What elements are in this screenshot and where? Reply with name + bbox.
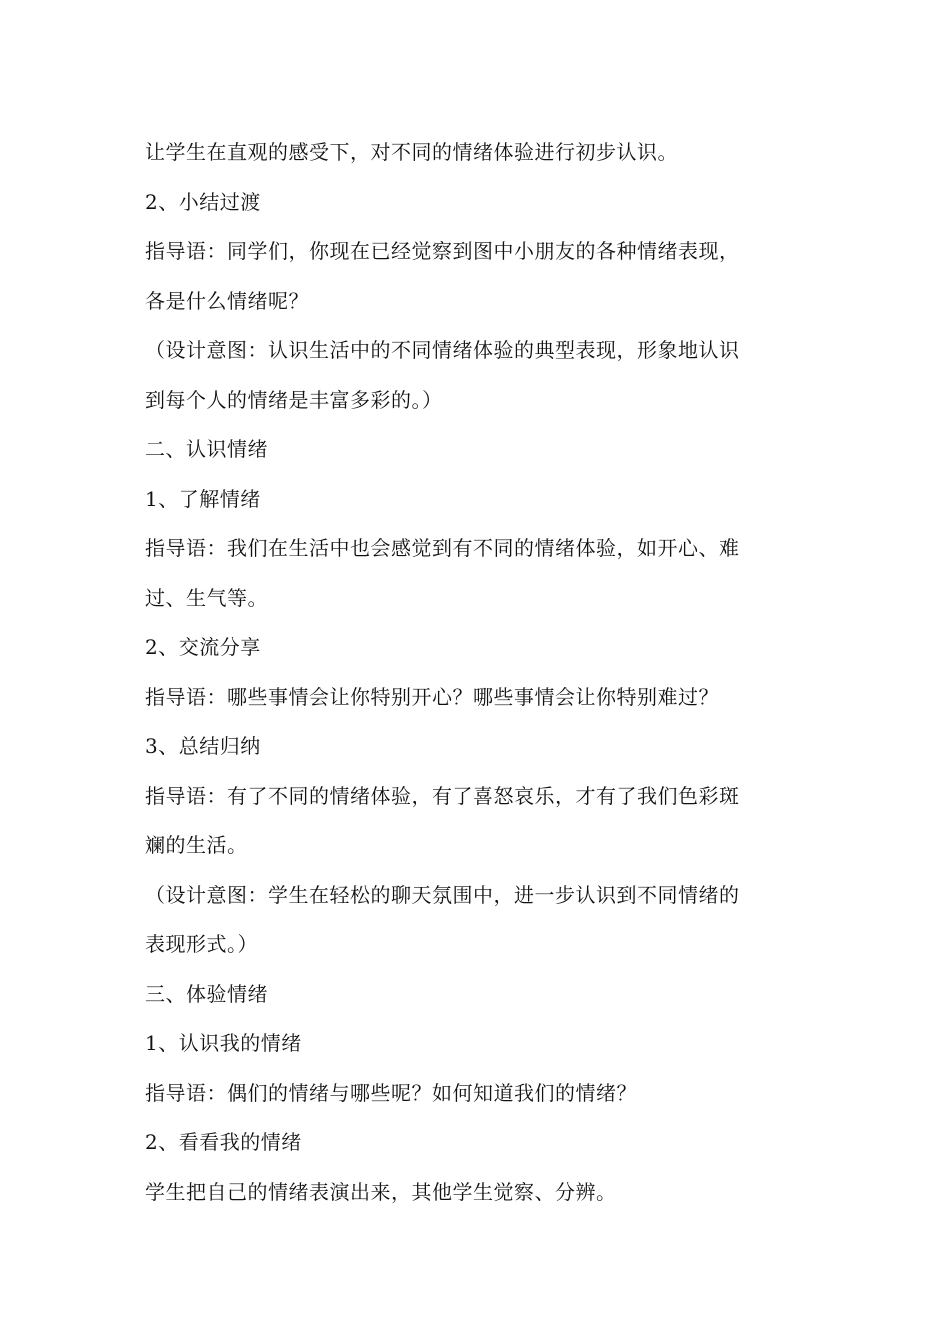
subsection-heading: 1、了解情绪 <box>145 486 261 511</box>
subsection-heading: 2、交流分享 <box>145 635 261 659</box>
paragraph-line: 指导语：有了不同的情绪体验，有了喜怒哀乐，才有了我们色彩斑 <box>145 783 740 808</box>
subsection-heading: 2、小结过渡 <box>145 189 261 214</box>
subsection-heading: 1、认识我的情绪 <box>145 1031 302 1055</box>
paragraph-line: 学生把自己的情绪表演出来，其他学生觉察、分辨。 <box>145 1179 617 1204</box>
design-intent-note: （设计意图：认识生活中的不同情绪体验的典型表现，形象地认识 <box>145 338 740 362</box>
paragraph-line: 指导语：偶们的情绪与哪些呢？如何知道我们的情绪？ <box>145 1080 637 1105</box>
document-body <box>145 128 810 1217</box>
subsection-heading: 3、总结归纳 <box>145 734 261 758</box>
paragraph-line: 斓的生活。 <box>145 833 248 857</box>
paragraph-line: 让学生在直观的感受下，对不同的情绪体验进行初步认识。 <box>145 140 678 164</box>
design-intent-note: 到每个人的情绪是丰富多彩的。） <box>145 387 443 412</box>
paragraph-line: 各是什么情绪呢？ <box>145 288 309 313</box>
paragraph-line: 指导语：我们在生活中也会感觉到有不同的情绪体验，如开心、难 <box>145 536 740 560</box>
subsection-heading: 2、看看我的情绪 <box>145 1130 302 1154</box>
section-heading: 二、认识情绪 <box>145 437 268 461</box>
section-heading: 三、体验情绪 <box>145 981 268 1006</box>
paragraph-line: 过、生气等。 <box>145 585 268 610</box>
paragraph-line: 指导语：哪些事情会让你特别开心？哪些事情会让你特别难过？ <box>145 684 719 709</box>
design-intent-note: 表现形式。） <box>145 932 258 956</box>
design-intent-note: （设计意图：学生在轻松的聊天氛围中，进一步认识到不同情绪的 <box>145 882 740 907</box>
paragraph-line: 指导语：同学们，你现在已经觉察到图中小朋友的各种情绪表现， <box>145 239 740 263</box>
